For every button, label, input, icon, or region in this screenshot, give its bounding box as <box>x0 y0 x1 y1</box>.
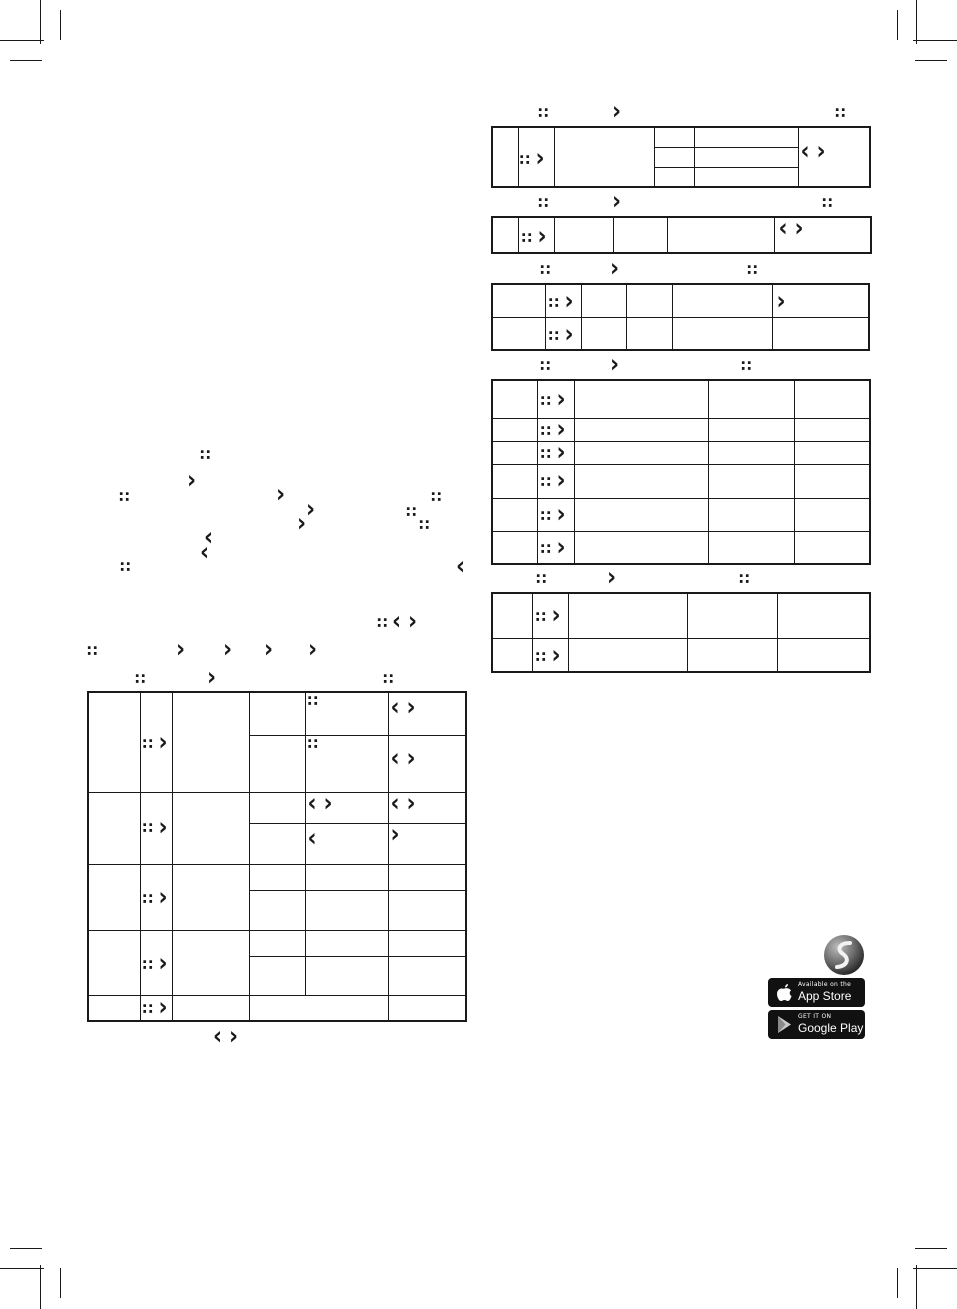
grid-dots-icon: ∷ <box>538 194 548 212</box>
grid-dots-icon: ∷ <box>540 261 550 279</box>
table-cell <box>613 217 667 253</box>
table-cell <box>537 498 574 531</box>
chevron-left-icon: ‹ <box>213 1022 223 1051</box>
chevron-right-icon: › <box>776 287 786 316</box>
table-cell <box>777 593 870 638</box>
table-cell <box>492 498 537 531</box>
table-cell <box>545 317 581 350</box>
grid-dots-icon: ∷ <box>548 326 558 345</box>
chevron-left-icon: ‹ <box>392 607 402 636</box>
table-cell <box>574 441 708 464</box>
table-cell <box>537 437 574 467</box>
table-cell <box>537 380 574 418</box>
table-cell <box>708 498 794 531</box>
chevron-right-icon: › <box>158 728 168 757</box>
table-cell <box>794 418 870 441</box>
chevron-left-icon: ‹ <box>200 538 210 567</box>
chevron-left-icon: ‹ <box>456 552 466 581</box>
crop-mark <box>915 1248 947 1249</box>
chevron-right-icon: › <box>535 144 545 173</box>
table-cell <box>88 792 140 864</box>
right-table-3 <box>491 283 870 351</box>
right-table-2 <box>491 216 872 254</box>
table-cell <box>249 792 305 823</box>
table-cell <box>798 127 870 187</box>
grid-dots-icon: ∷ <box>822 194 832 212</box>
crop-mark <box>60 10 61 40</box>
table-cell <box>794 380 870 418</box>
grid-dots-icon: ∷ <box>540 472 550 491</box>
table-cell <box>794 531 870 564</box>
table-cell <box>537 464 574 498</box>
table-cell <box>305 930 388 956</box>
grid-dots-icon: ∷ <box>142 999 152 1018</box>
chevron-right-icon: › <box>207 663 217 692</box>
grid-dots-icon: ∷ <box>835 104 845 122</box>
crop-mark <box>40 0 41 44</box>
table-cell <box>568 638 687 672</box>
crop-mark <box>916 1265 917 1309</box>
table-cell <box>772 317 869 350</box>
table-cell <box>492 317 545 350</box>
table-cell <box>568 593 687 638</box>
chevron-right-icon: › <box>308 635 318 664</box>
grid-dots-icon: ∷ <box>87 642 97 660</box>
table-cell <box>388 956 466 995</box>
chevron-left-icon: ‹ <box>800 137 810 166</box>
chevron-right-icon: › <box>556 414 566 444</box>
table-cell <box>672 284 772 317</box>
grid-dots-icon: ∷ <box>540 392 550 410</box>
table-cell <box>626 317 672 350</box>
chevron-right-icon: › <box>537 222 547 251</box>
play-triangle-icon <box>776 1015 793 1034</box>
chevron-right-icon: › <box>607 563 617 592</box>
table-cell <box>492 217 518 253</box>
chevron-left-icon: ‹ <box>390 693 400 722</box>
table-cell <box>574 464 708 498</box>
table-cell <box>305 735 388 792</box>
chevron-left-icon: ‹ <box>390 743 400 773</box>
table-cell <box>492 127 518 187</box>
table-cell <box>574 418 708 441</box>
table-cell <box>574 380 708 418</box>
table-cell <box>305 823 388 864</box>
table-cell <box>532 593 568 638</box>
left-table <box>87 691 467 1022</box>
chevron-right-icon: › <box>187 466 197 495</box>
table-cell <box>654 167 694 187</box>
table-cell <box>537 531 574 564</box>
grid-dots-icon: ∷ <box>406 503 416 521</box>
grid-dots-icon: ∷ <box>536 570 546 588</box>
chevron-right-icon: › <box>610 350 620 379</box>
chevron-left-icon: ‹ <box>307 823 317 853</box>
table-cell <box>794 498 870 531</box>
chevron-right-icon: › <box>223 635 233 664</box>
chevron-right-icon: › <box>612 187 622 216</box>
grid-dots-icon: ∷ <box>538 104 548 122</box>
table-cell <box>88 692 140 792</box>
table-cell <box>581 317 626 350</box>
table-cell <box>305 956 388 995</box>
table-cell <box>554 217 613 253</box>
table-cell <box>172 995 249 1021</box>
table-cell <box>672 317 772 350</box>
table-cell <box>545 284 581 317</box>
grid-dots-icon: ∷ <box>142 889 152 908</box>
chevron-right-icon: › <box>390 819 400 849</box>
table-cell <box>794 464 870 498</box>
table-cell <box>492 418 537 441</box>
crop-mark <box>897 1268 898 1298</box>
table-cell <box>794 441 870 464</box>
table-cell <box>305 864 388 890</box>
chevron-right-icon: › <box>556 499 566 529</box>
grid-dots-icon: ∷ <box>142 955 152 974</box>
table-cell <box>388 692 466 735</box>
grid-dots-icon: ∷ <box>741 357 751 375</box>
right-table-4 <box>491 379 871 565</box>
chevron-right-icon: › <box>564 319 574 349</box>
table-cell <box>88 930 140 995</box>
crop-mark <box>10 60 42 61</box>
table-cell <box>172 692 249 792</box>
table-cell <box>492 284 545 317</box>
chevron-right-icon: › <box>158 812 168 842</box>
table-cell <box>687 638 777 672</box>
chevron-left-icon: ‹ <box>390 788 400 818</box>
chevron-right-icon: › <box>276 480 286 509</box>
right-table-1 <box>491 126 871 188</box>
table-cell <box>554 127 654 187</box>
table-cell <box>708 380 794 418</box>
right-table-5 <box>491 592 871 673</box>
grid-dots-icon: ∷ <box>135 670 145 688</box>
table-cell <box>388 930 466 956</box>
chevron-right-icon: › <box>610 254 620 283</box>
table-cell <box>694 147 798 167</box>
chevron-right-icon: › <box>158 882 168 912</box>
chevron-right-icon: › <box>408 607 418 636</box>
grid-dots-icon: ∷ <box>142 818 152 837</box>
chevron-right-icon: › <box>556 385 566 414</box>
table-cell <box>172 792 249 864</box>
table-cell <box>492 531 537 564</box>
grid-dots-icon: ∷ <box>535 647 545 666</box>
chevron-right-icon: › <box>556 437 566 467</box>
chevron-right-icon: › <box>406 693 416 722</box>
grid-dots-icon: ∷ <box>540 539 550 558</box>
chevron-right-icon: › <box>564 287 574 316</box>
table-cell <box>305 890 388 930</box>
table-cell <box>88 995 140 1021</box>
grid-dots-icon: ∷ <box>120 558 130 576</box>
table-cell <box>249 890 305 930</box>
crop-mark <box>10 1248 42 1249</box>
crop-mark <box>897 10 898 40</box>
grid-dots-icon: ∷ <box>200 446 210 464</box>
chevron-right-icon: › <box>816 137 826 166</box>
table-cell <box>708 418 794 441</box>
table-cell <box>708 464 794 498</box>
table-cell <box>518 217 554 253</box>
app-store-badge[interactable] <box>768 978 865 1007</box>
table-cell <box>140 792 172 864</box>
table-cell <box>305 692 388 735</box>
grid-dots-icon: ∷ <box>540 421 550 440</box>
table-cell <box>388 864 466 890</box>
brand-logo-icon <box>823 934 865 976</box>
google-play-badge[interactable] <box>768 1010 865 1039</box>
chevron-right-icon: › <box>612 97 622 126</box>
grid-dots-icon: ∷ <box>383 670 393 688</box>
chevron-right-icon: › <box>794 214 804 243</box>
table-cell <box>574 498 708 531</box>
grid-dots-icon: ∷ <box>377 614 387 632</box>
table-cell <box>537 414 574 444</box>
chevron-left-icon: ‹ <box>307 788 317 818</box>
table-cell <box>140 692 172 792</box>
grid-dots-icon: ∷ <box>540 506 550 525</box>
chevron-right-icon: › <box>406 788 416 818</box>
table-cell <box>249 823 305 864</box>
table-cell <box>492 638 532 672</box>
table-cell <box>388 819 466 864</box>
grid-dots-icon: ∷ <box>119 488 129 506</box>
table-cell <box>388 890 466 930</box>
chevron-right-icon: › <box>176 635 186 664</box>
table-cell <box>172 864 249 930</box>
table-cell <box>140 930 172 995</box>
chevron-right-icon: › <box>297 509 307 538</box>
chevron-right-icon: › <box>323 788 333 818</box>
google-play-small-text: GET IT ON <box>798 1013 832 1020</box>
table-cell <box>708 441 794 464</box>
grid-dots-icon: ∷ <box>519 151 529 169</box>
grid-dots-icon: ∷ <box>419 516 429 534</box>
grid-dots-icon: ∷ <box>307 692 317 710</box>
table-cell <box>172 930 249 995</box>
table-cell <box>388 735 466 792</box>
grid-dots-icon: ∷ <box>307 734 317 753</box>
grid-dots-icon: ∷ <box>142 735 152 753</box>
chevron-left-icon: ‹ <box>204 523 214 552</box>
chevron-right-icon: › <box>229 1022 239 1051</box>
chevron-right-icon: › <box>551 601 561 630</box>
table-cell <box>694 167 798 187</box>
app-store-large-text: App Store <box>798 989 852 1003</box>
table-cell <box>249 956 305 995</box>
apple-icon <box>776 983 793 1002</box>
chevron-right-icon: › <box>306 495 316 524</box>
table-cell <box>581 284 626 317</box>
grid-dots-icon: ∷ <box>739 570 749 588</box>
chevron-right-icon: › <box>406 743 416 773</box>
table-cell <box>249 864 305 890</box>
crop-mark <box>0 1268 44 1269</box>
table-cell <box>654 127 694 147</box>
table-cell <box>140 992 172 1022</box>
table-cell <box>708 531 794 564</box>
table-cell <box>532 638 568 672</box>
table-cell <box>574 531 708 564</box>
table-cell <box>492 380 537 418</box>
table-cell <box>249 692 305 735</box>
table-cell <box>249 995 388 1021</box>
google-play-large-text: Google Play <box>798 1021 864 1035</box>
grid-dots-icon: ∷ <box>521 229 531 247</box>
crop-mark <box>0 40 44 41</box>
table-cell <box>249 735 305 792</box>
chevron-right-icon: › <box>556 532 566 562</box>
chevron-right-icon: › <box>158 992 168 1022</box>
table-cell <box>694 127 798 147</box>
table-cell <box>249 930 305 956</box>
table-cell <box>667 217 774 253</box>
table-cell <box>687 593 777 638</box>
crop-mark <box>913 40 957 41</box>
crop-mark <box>915 60 947 61</box>
table-cell <box>626 284 672 317</box>
table-cell <box>492 464 537 498</box>
chevron-right-icon: › <box>158 948 168 978</box>
grid-dots-icon: ∷ <box>747 261 757 279</box>
app-store-small-text: Available on the <box>798 981 852 988</box>
table-cell <box>774 214 871 253</box>
table-cell <box>492 441 537 464</box>
table-cell <box>518 127 554 187</box>
chevron-right-icon: › <box>551 640 561 670</box>
table-cell <box>772 284 869 317</box>
table-cell <box>654 147 694 167</box>
table-cell <box>88 864 140 930</box>
table-cell <box>140 864 172 930</box>
grid-dots-icon: ∷ <box>540 357 550 375</box>
crop-mark <box>60 1268 61 1298</box>
table-cell <box>492 593 532 638</box>
table-cell <box>305 788 388 823</box>
grid-dots-icon: ∷ <box>431 488 441 506</box>
grid-dots-icon: ∷ <box>548 294 558 312</box>
grid-dots-icon: ∷ <box>540 444 550 463</box>
crop-mark <box>913 1268 957 1269</box>
table-cell <box>777 638 870 672</box>
table-cell <box>388 995 466 1021</box>
grid-dots-icon: ∷ <box>535 608 545 626</box>
crop-mark <box>916 0 917 44</box>
chevron-right-icon: › <box>556 465 566 495</box>
crop-mark <box>40 1265 41 1309</box>
table-cell <box>388 788 466 823</box>
chevron-right-icon: › <box>264 635 274 664</box>
chevron-left-icon: ‹ <box>778 214 788 243</box>
